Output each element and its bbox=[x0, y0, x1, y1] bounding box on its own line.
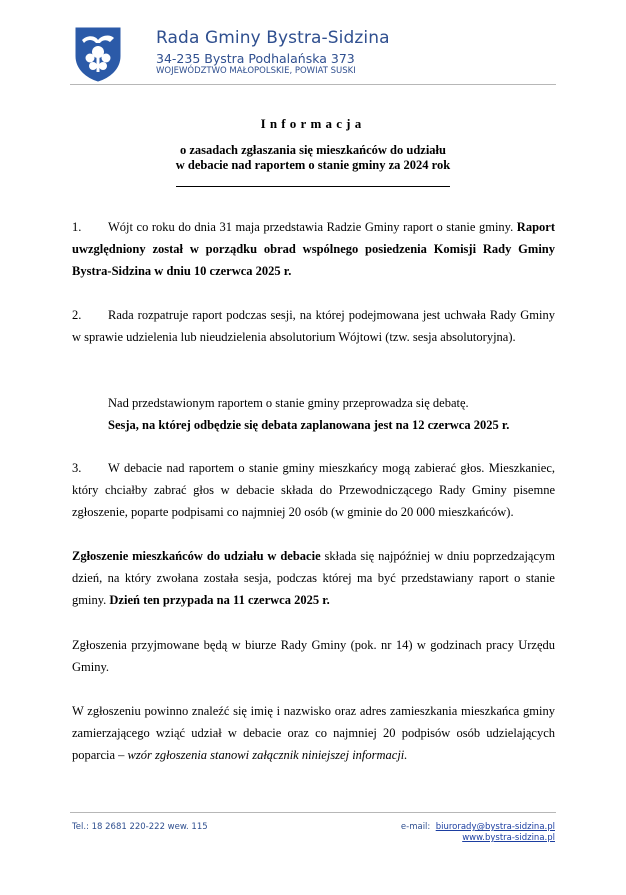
paragraph-bold-text: Sesja, na której odbędzie się debata zaplanowana jest na 12 czerwca 2025 r. bbox=[108, 418, 510, 432]
organization-region: WOJEWÓDZTWO MAŁOPOLSKIE, POWIAT SUSKI bbox=[156, 66, 356, 76]
paragraph-text: Zgłoszenia przyjmowane będą w biurze Rady Gminy (pok. nr 14) w godzinach pracy Urzędu Gminy. bbox=[72, 638, 555, 674]
paragraph-text: składa się najpóźniej w dniu poprzedzającym dzień, na który zwołana została sesja, podczas której ma być przedstawiany raport o stanie gminy. bbox=[72, 549, 555, 607]
paragraph-number: 2. bbox=[72, 308, 82, 322]
paragraph-text: Wójt co roku do dnia 31 maja przedstawia Radzie Gminy raport o stanie gminy. bbox=[108, 220, 514, 234]
website-link[interactable]: www.bystra-sidzina.pl bbox=[462, 833, 555, 843]
paragraph-number: 1. bbox=[72, 220, 82, 234]
footer-divider bbox=[70, 812, 556, 813]
document-title: Informacja bbox=[260, 116, 366, 131]
organization-address: 34-235 Bystra Podhalańska 373 bbox=[156, 51, 355, 66]
subtitle-line-2: w debacie nad raportem o stanie gminy za 2024 rok bbox=[175, 158, 451, 172]
paragraph-italic-tail: – wzór zgłoszenia stanowi załącznik niniejszej informacji. bbox=[118, 748, 408, 762]
paragraph-text: W zgłoszeniu powinno znaleźć się imię i nazwisko oraz adres zamieszkania mieszkańca gminy zamierzającego wziąć udział w debacie oraz co najmniej 20 podpisów osób udzielających poparcia bbox=[72, 704, 555, 762]
organization-name: Rada Gminy Bystra-Sidzina bbox=[156, 28, 390, 48]
paragraph-6 bbox=[72, 700, 555, 766]
paragraph-text: Nad przedstawionym raportem o stanie gminy przeprowadza się debatę. bbox=[108, 396, 469, 410]
title-underline bbox=[176, 186, 450, 187]
email-label: e-mail: bbox=[400, 822, 431, 832]
paragraph-bold-lead: Zgłoszenie mieszkańców do udziału w debacie bbox=[72, 549, 321, 563]
paragraph-debate bbox=[108, 392, 555, 436]
footer-phone: Tel.: 18 2681 220-222 wew. 115 bbox=[72, 822, 208, 832]
paragraph-5 bbox=[72, 634, 555, 678]
paragraph-bold-tail: Dzień ten przypada na 11 czerwca 2025 r. bbox=[109, 593, 330, 607]
email-link[interactable]: biurorady@bystra-sidzina.pl bbox=[435, 822, 555, 832]
subtitle-line-1: o zasadach zgłaszania się mieszkańców do udziału bbox=[180, 143, 446, 157]
paragraph-2 bbox=[72, 304, 555, 348]
coat-of-arms-icon bbox=[74, 26, 122, 82]
paragraph-text: W debacie nad raportem o stanie gminy mieszkańcy mogą zabierać głos. Mieszkaniec, który chciałby zabrać głos w debacie składa do Przewodniczącego Rady Gminy pisemne zgłoszenie, poparte podpisami co najmniej 20 osób (w gminie do 20 000 mieszkańców). bbox=[72, 461, 555, 519]
header-divider bbox=[70, 84, 556, 85]
paragraph-1 bbox=[72, 216, 555, 282]
paragraph-bold-text: Raport uwzględniony został w porządku obrad wspólnego posiedzenia Komisji Rady Gminy Bystra-Sidzina w dniu 10 czerwca 2025 r. bbox=[72, 220, 555, 278]
paragraph-text: Rada rozpatruje raport podczas sesji, na której podejmowana jest uchwała Rady Gminy w sprawie udzielenia lub nieudzielenia absolutorium Wójtowi (tzw. sesja absolutoryjna). bbox=[72, 308, 555, 344]
paragraph-number: 3. bbox=[72, 461, 82, 475]
paragraph-3 bbox=[72, 457, 555, 523]
document-subtitle bbox=[150, 143, 476, 173]
paragraph-4 bbox=[72, 545, 555, 611]
footer-email bbox=[396, 822, 555, 832]
